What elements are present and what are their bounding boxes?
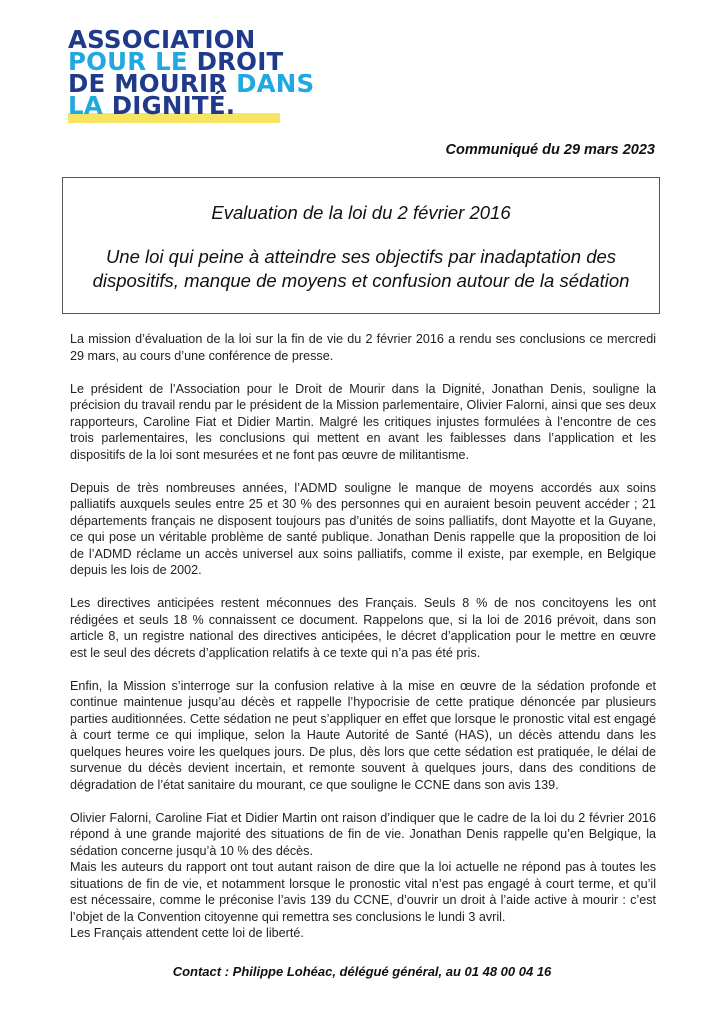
logo-text-la: LA: [68, 91, 103, 120]
title-box: [62, 177, 660, 314]
press-release-date: Communiqué du 29 mars 2023: [445, 142, 655, 158]
paragraph: Enfin, la Mission s’interroge sur la confusion relative à la mise en œuvre de la sédation profonde et continue maintenue jusqu’au décès et rappelle l’hypocrisie de cette pratique dénoncée par plusieurs parties auditionnées. Cette sédation ne peut s’appliquer en effet que lorsque le pronostic vital est engagé à court terme ce qui implique, selon la Haute Autorité de Santé (HAS), un décès attendu dans les quelques heures voire les quelques jours. De plus, dès lors que cette sédation est pratiquée, le délai de survenue du décès devient incertain, et remonte souvent à quelques jours, dans des conditions de dégradation de l’état sanitaire du mourant, ce que souligne le CCNE dans son avis 139.: [70, 678, 656, 792]
logo-text-dans: DANS: [236, 69, 315, 98]
body-text: [70, 331, 656, 942]
logo-text-droit: DROIT: [196, 47, 284, 76]
logo-line-1: ASSOCIATION: [68, 25, 256, 54]
document-subtitle: Une loi qui peine à atteindre ses objectifs par inadaptation des dispositifs, manque de moyens et confusion autour de la sédation: [92, 246, 630, 291]
paragraph: Depuis de très nombreuses années, l’ADMD souligne le manque de moyens accordés aux soins palliatifs auxquels seules entre 25 et 30 % des personnes qui en auraient besoin peuvent accéder ; 21 départements français ne disposent toujours pas d’unités de soins palliatifs, dont Mayotte et la Guyane, ce qui pose un véritable problème de santé publique. Jonathan Denis rappelle que la proposition de loi de l’ADMD réclame un accès universel aux soins palliatifs, comme il existe, par exemple, en Belgique depuis les lois de 2002.: [70, 480, 656, 577]
logo-text-de-mourir: DE MOURIR: [68, 69, 228, 98]
paragraph: Olivier Falorni, Caroline Fiat et Didier Martin ont raison d’indiquer que le cadre de la loi du 2 février 2016 répond à une grande majorité des situations de fin de vie. Jonathan Denis rappelle qu’en Belgique, la sédation concerne jusqu’à 10 % des décès.: [70, 810, 656, 858]
logo-text-dignite: DIGNITÉ.: [111, 91, 236, 120]
logo-line-4: [68, 91, 288, 120]
paragraph: Le président de l’Association pour le Droit de Mourir dans la Dignité, Jonathan Denis, souligne la précision du travail rendu par le président de la Mission parlementaire, Olivier Falorni, ainsi que ses deux rapporteurs, Caroline Fiat et Didier Martin. Malgré les critiques injustes formulées à l’encontre de ces trois parlementaires, les conclusions qui mettent en avant les faiblesses dans l’application et les dispositifs de la loi sont mesurées et ne font pas œuvre de militantisme.: [70, 381, 656, 462]
association-logo: [68, 25, 315, 120]
logo-text-pour-le: POUR LE: [68, 47, 188, 76]
paragraph: Les Français attendent cette loi de liberté.: [70, 926, 304, 940]
contact-line: Contact : Philippe Lohéac, délégué général, au 01 48 00 04 16: [172, 964, 552, 979]
paragraph: Les directives anticipées restent méconnues des Français. Seuls 8 % de nos concitoyens les ont rédigées et seuls 18 % connaissent ce document. Rappelons que, si la loi de 2016 prévoit, dans son article 8, un registre national des directives anticipées, le décret d’application pour le mettre en œuvre est le seul des décrets d’application relatifs à ce texte qui n’a pas été pris.: [70, 596, 656, 660]
paragraph: Mais les auteurs du rapport ont tout autant raison de dire que la loi actuelle ne répond pas à toutes les situations de fin de vie, et notamment lorsque le pronostic vital n’est pas engagé à court terme, et qu’il est nécessaire, comme le préconise l’avis 139 du CCNE, d’ouvrir un droit à l’aide active à mourir : c’est l’objet de la Convention citoyenne qui remettra ses conclusions le lundi 3 avril.: [70, 860, 656, 924]
paragraph: La mission d’évaluation de la loi sur la fin de vie du 2 février 2016 a rendu ses conclusions ce mercredi 29 mars, au cours d’une conférence de presse.: [70, 332, 656, 363]
document-title: Evaluation de la loi du 2 février 2016: [211, 202, 511, 223]
